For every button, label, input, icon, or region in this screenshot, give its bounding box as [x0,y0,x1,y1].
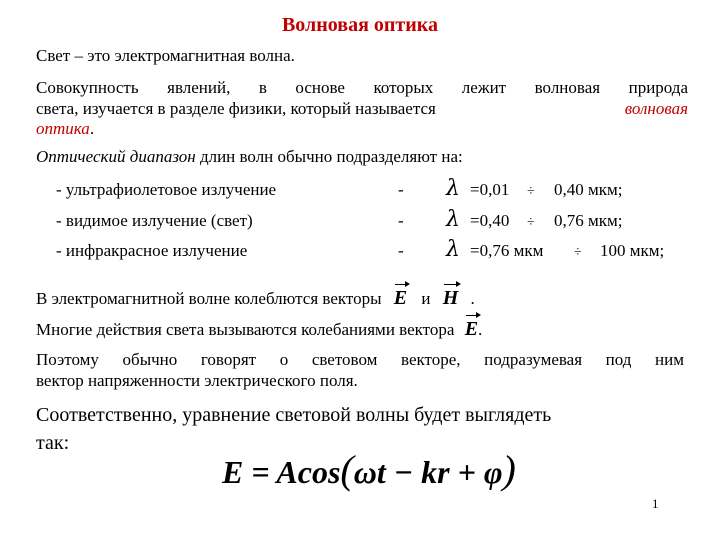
range-dash-uv: - [398,180,404,199]
range-separator-icon: ÷ [574,245,582,260]
light-actions-period: . [478,320,483,339]
paragraph-vectors [36,287,475,310]
optical-range-rest: длин волн обычно подразделяют на: [195,147,463,166]
range-label-ir: - инфракрасное излучение [56,241,248,260]
equation-open-paren: ( [340,447,354,492]
paragraph-light-definition: Свет – это электромагнитная волна. [36,46,295,65]
vectors-period: . [470,289,475,308]
light-actions-text: Многие действия света вызываются колебаниями вектора [36,320,455,339]
phenomena-line2-text: света, изучается в разделе физики, который называется [36,99,436,118]
lambda-icon: λ [446,176,460,201]
optical-range-term: Оптический диапазон [36,147,196,166]
range-to-ir: 100 мкм; [600,241,665,260]
lambda-icon: λ [446,237,460,262]
range-label-uv: - ультрафиолетовое излучение [56,180,277,199]
range-from-uv: =0,01 [470,180,510,199]
vector-e: E [393,287,408,309]
lambda-symbol-visible [446,207,460,232]
range-separator-icon: ÷ [527,184,535,199]
paragraph-phenomena-line3 [36,119,94,139]
equation-inner: ωt − kr + φ [353,454,503,490]
range-to-visible: 0,76 мкм; [554,211,623,230]
range-separator-icon: ÷ [527,215,535,230]
page-number: 1 [652,496,659,511]
lambda-symbol-uv [446,176,460,201]
vectors-and: и [421,289,431,308]
vectors-text: В электромагнитной волне колеблются векторы [36,289,382,308]
paragraph-light-vector-line2: вектор напряженности электрического поля. [36,371,358,390]
range-dash-ir: - [398,241,404,260]
paragraph-light-vector-line1: Поэтому обычно говорят о световом векторе, подразумевая под ним [36,350,684,369]
range-to-uv: 0,40 мкм; [554,180,623,199]
term-wave-part1: волновая [624,99,688,118]
range-dash-visible: - [398,211,404,230]
slide-title: Волновая оптика [281,14,439,36]
lambda-symbol-ir [446,237,460,262]
paragraph-phenomena-line2 [36,99,688,119]
range-separator-uv [527,182,535,200]
paragraph-optical-range [36,147,463,167]
range-separator-visible [527,213,535,231]
lambda-icon: λ [446,207,460,232]
paragraph-equation-intro-line2: так: [36,432,70,454]
range-from-visible: =0,40 [470,211,510,230]
vector-e-2: E [464,318,479,340]
range-separator-ir [574,243,582,261]
paragraph-phenomena-line1: Совокупность явлений, в основе которых лежит волновая природа [36,78,688,97]
equation-left: E = Acos [222,454,341,490]
equation-close-paren: ) [502,447,516,492]
term-wave-part2: оптика [36,119,90,138]
paragraph-equation-intro-line1: Соответственно, уравнение световой волны будет выглядеть [36,404,552,426]
range-from-ir: =0,76 мкм [470,241,544,260]
phenomena-period: . [89,119,95,138]
wave-equation [222,446,516,493]
paragraph-light-actions [36,318,482,341]
vector-h: H [442,287,459,309]
range-label-visible: - видимое излучение (свет) [56,211,253,230]
